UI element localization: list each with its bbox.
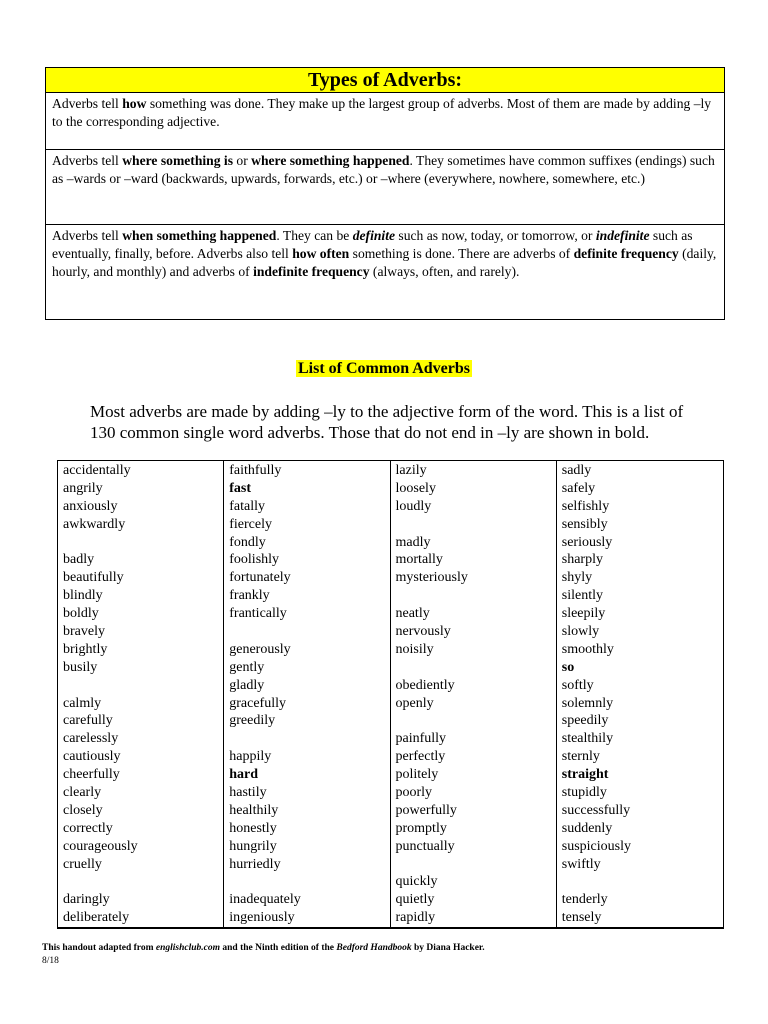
adverb-openly: openly — [395, 695, 434, 711]
adverb-courageously: courageously — [63, 838, 138, 854]
body-text: Adverbs tell — [52, 228, 123, 243]
spacer — [229, 873, 389, 891]
adverb-punctually: punctually — [395, 838, 455, 854]
spacer — [63, 534, 223, 552]
adverb-fatally: fatally — [229, 498, 266, 514]
adverb-politely: politely — [395, 767, 439, 783]
spacer — [396, 587, 556, 605]
adverb-accidentally: accidentally — [63, 463, 131, 478]
list-intro: Most adverbs are made by adding –ly to the adjective form of the word. This is a list of 130 common single word adverbs. Those that do not end in –ly are shown in bold. — [90, 402, 684, 442]
adverb-foolishly: foolishly — [229, 552, 280, 568]
adverb-smoothly: smoothly — [561, 641, 614, 657]
emphasis-text: definite — [352, 228, 396, 243]
adverb-neatly: neatly — [395, 606, 430, 622]
footer-site: englishclub.com — [155, 943, 220, 953]
adverb-noisily: noisily — [395, 641, 434, 657]
body-text: Adverbs tell — [52, 96, 123, 111]
adverb-quickly: quickly — [395, 874, 438, 890]
list-title-text: List of Common Adverbs — [297, 360, 470, 377]
adverb-mortally: mortally — [395, 552, 443, 568]
spacer — [63, 677, 223, 695]
adverb-column — [391, 461, 557, 927]
adverb-fiercely: fiercely — [229, 516, 272, 532]
adverb-promptly: promptly — [395, 820, 447, 836]
adverb-sadly: sadly — [561, 463, 592, 478]
spacer — [229, 730, 389, 748]
adverb-healthily: healthily — [229, 802, 279, 818]
adverb-powerfully: powerfully — [395, 802, 457, 818]
footer-date: 8/18 — [42, 956, 59, 966]
adverb-cheerfully: cheerfully — [63, 767, 120, 783]
adverb-sharply: sharply — [561, 552, 603, 568]
adverb-column — [557, 461, 723, 927]
adverb-ingeniously: ingeniously — [229, 910, 295, 926]
adverb-badly: badly — [63, 552, 95, 568]
adverb-swiftly: swiftly — [561, 856, 601, 872]
adverb-greedily: greedily — [229, 713, 276, 729]
emphasis-text: indefinite frequency — [253, 264, 370, 279]
adverb-honestly: honestly — [229, 820, 277, 836]
emphasis-text: where something happened — [251, 153, 410, 168]
adverb-hastily: hastily — [229, 785, 267, 801]
adverb-cruelly: cruelly — [63, 856, 102, 872]
body-text: such as now, today, or tomorrow, or — [395, 228, 596, 243]
adverb-poorly: poorly — [395, 785, 433, 801]
adverb-madly: madly — [395, 534, 431, 550]
emphasis-text: where something is — [122, 153, 233, 168]
body-text: something is done. There are adverbs of — [349, 246, 574, 261]
adverb-boldly: boldly — [63, 606, 99, 622]
adverb-solemnly: solemnly — [561, 695, 614, 711]
spacer — [63, 873, 223, 891]
adverb-slowly: slowly — [561, 624, 600, 640]
adverb-softly: softly — [561, 677, 594, 693]
spacer — [229, 623, 389, 641]
adverb-column — [224, 461, 390, 927]
adverb-shyly: shyly — [561, 570, 593, 586]
footer-mid: and the Ninth edition of the — [220, 943, 337, 953]
adverb-cautiously: cautiously — [63, 749, 121, 765]
adverb-tenderly: tenderly — [561, 892, 608, 908]
footer-credit — [42, 943, 485, 953]
emphasis-text: how — [122, 96, 147, 111]
adverb-fortunately: fortunately — [229, 570, 291, 586]
adverb-correctly: correctly — [63, 820, 113, 836]
body-text: (always, often, and rarely). — [369, 264, 520, 279]
adverb-obediently: obediently — [395, 677, 455, 693]
adverb-fast: fast — [229, 480, 252, 496]
adverb-tensely: tensely — [561, 910, 602, 926]
adverb-rapidly: rapidly — [395, 910, 436, 926]
adverb-bravely: bravely — [63, 624, 105, 640]
body-text: such as eventually, finally, before. Adverbs also tell — [52, 228, 693, 261]
types-row-where — [46, 150, 724, 225]
adverb-anxiously: anxiously — [63, 498, 118, 514]
adverb-straight: straight — [561, 767, 609, 783]
emphasis-text: when something happened — [122, 228, 277, 243]
adverb-safely: safely — [561, 480, 596, 496]
adverb-hurriedly: hurriedly — [229, 856, 281, 872]
adverb-gently: gently — [229, 659, 265, 675]
adverb-carelessly: carelessly — [63, 731, 119, 747]
adverb-gladly: gladly — [229, 677, 265, 693]
footer-pre: This handout adapted from — [42, 943, 156, 953]
adverb-hard: hard — [229, 767, 259, 783]
adverb-frantically: frantically — [229, 606, 287, 622]
adverb-selfishly: selfishly — [561, 498, 610, 514]
adverb-fondly: fondly — [229, 534, 266, 550]
adverb-successfully: successfully — [561, 802, 631, 818]
adverb-sensibly: sensibly — [561, 516, 608, 532]
body-text: Adverbs tell — [52, 153, 123, 168]
adverb-happily: happily — [229, 749, 272, 765]
spacer — [396, 659, 556, 677]
adverb-carefully: carefully — [63, 713, 113, 729]
adverb-hungrily: hungrily — [229, 838, 277, 854]
types-row-how — [46, 93, 724, 150]
list-title — [0, 360, 768, 378]
spacer — [396, 516, 556, 534]
adverb-stealthily: stealthily — [561, 731, 614, 747]
adverb-faithfully: faithfully — [229, 463, 282, 478]
adverb-sternly: sternly — [561, 749, 600, 765]
adverb-sleepily: sleepily — [561, 606, 606, 622]
spacer — [396, 712, 556, 730]
adverb-daringly: daringly — [63, 892, 110, 908]
types-row-when — [46, 225, 724, 319]
adverb-angrily: angrily — [63, 480, 103, 496]
adverb-loudly: loudly — [395, 498, 432, 514]
body-text: or — [233, 153, 252, 168]
emphasis-text: definite frequency — [573, 246, 679, 261]
adverb-lazily: lazily — [395, 463, 427, 478]
footer-post: by Diana Hacker. — [411, 943, 485, 953]
adverb-perfectly: perfectly — [395, 749, 446, 765]
adverb-brightly: brightly — [63, 641, 108, 657]
adverb-beautifully: beautifully — [63, 570, 124, 586]
adverb-speedily: speedily — [561, 713, 609, 729]
adverb-so: so — [561, 659, 575, 675]
adverb-silently: silently — [561, 588, 603, 604]
footer-book: Bedford Handbook — [336, 943, 412, 953]
adverb-generously: generously — [229, 641, 291, 657]
adverb-calmly: calmly — [63, 695, 102, 711]
body-text: . They sometimes have common suffixes (endings) such as –wards or –ward (backwards, upwards, forwards, etc.) or –where (everywhere, nowhere, somewhere, etc.) — [52, 153, 715, 186]
adverb-column — [58, 461, 224, 927]
adverb-closely: closely — [63, 802, 103, 818]
emphasis-text: indefinite — [595, 228, 650, 243]
types-title: Types of Adverbs: — [46, 68, 724, 93]
adverb-nervously: nervously — [395, 624, 451, 640]
body-text: something was done. They make up the largest group of adverbs. Most of them are made by adding –ly to the corresponding adjective. — [52, 96, 712, 129]
spacer — [396, 856, 556, 874]
spacer — [562, 873, 723, 891]
adverb-seriously: seriously — [561, 534, 613, 550]
adverb-table — [57, 460, 724, 929]
body-text: . They can be — [276, 228, 353, 243]
adverb-clearly: clearly — [63, 785, 102, 801]
adverb-mysteriously: mysteriously — [395, 570, 468, 586]
adverb-painfully: painfully — [395, 731, 447, 747]
adverb-blindly: blindly — [63, 588, 103, 604]
adverb-awkwardly: awkwardly — [63, 516, 126, 532]
adverb-frankly: frankly — [229, 588, 270, 604]
adverb-busily: busily — [63, 659, 98, 675]
adverb-loosely: loosely — [395, 480, 436, 496]
adverb-gracefully: gracefully — [229, 695, 286, 711]
adverb-quietly: quietly — [395, 892, 435, 908]
emphasis-text: how often — [292, 246, 350, 261]
adverb-stupidly: stupidly — [561, 785, 607, 801]
adverb-suddenly: suddenly — [561, 820, 613, 836]
types-of-adverbs-box — [45, 67, 725, 320]
adverb-deliberately: deliberately — [63, 910, 130, 926]
body-text: (daily, hourly, and monthly) and adverbs of — [52, 246, 717, 279]
adverb-inadequately: inadequately — [229, 892, 301, 908]
adverb-suspiciously: suspiciously — [561, 838, 631, 854]
